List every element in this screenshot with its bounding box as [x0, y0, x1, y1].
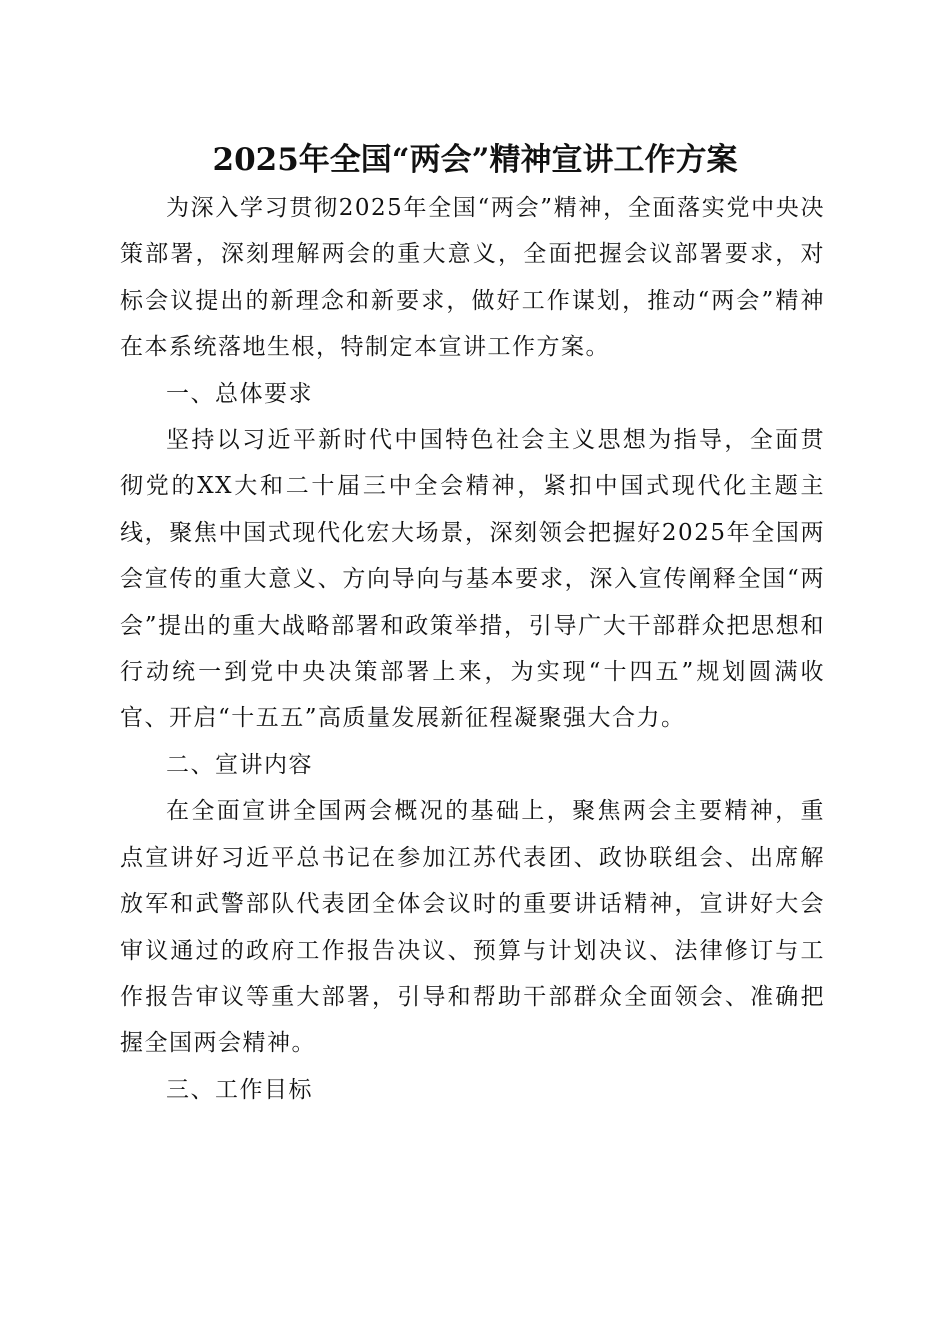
section-heading-work-goals: 三、工作目标 — [166, 1076, 313, 1103]
section-heading-lecture-content: 二、宣讲内容 — [166, 751, 313, 778]
document-body — [120, 185, 825, 1113]
intro-paragraph: 为深入学习贯彻2025年全国“两会”精神，全面落实党中央决策部署，深刻理解两会的重大意义，全面把握会议部署要求，对标会议提出的新理念和新要求，做好工作谋划，推动“两会”精神在本系统落地生根，特制定本宣讲工作方案。 — [120, 195, 825, 361]
overall-requirements-paragraph: 坚持以习近平新时代中国特色社会主义思想为指导，全面贯彻党的XX大和二十届三中全会精神，紧扣中国式现代化主题主线，聚焦中国式现代化宏大场景，深刻领会把握好2025年全国两会宣传的重大意义、方向导向与基本要求，深入宣传阐释全国“两会”提出的重大战略部署和政策举措，引导广大干部群众把思想和行动统一到党中央决策部署上来，为实现“十四五”规划圆满收官、开启“十五五”高质量发展新征程凝聚强大合力。 — [120, 427, 825, 732]
document-title: 2025年全国“两会”精神宣讲工作方案 — [212, 142, 738, 178]
section-heading-overall-requirements: 一、总体要求 — [166, 380, 313, 407]
lecture-content-paragraph: 在全面宣讲全国两会概况的基础上，聚焦两会主要精神，重点宣讲好习近平总书记在参加江苏代表团、政协联组会、出席解放军和武警部队代表团全体会议时的重要讲话精神，宣讲好大会审议通过的政府工作报告决议、预算与计划决议、法律修订与工作报告审议等重大部署，引导和帮助干部群众全面领会、准确把握全国两会精神。 — [120, 798, 825, 1057]
